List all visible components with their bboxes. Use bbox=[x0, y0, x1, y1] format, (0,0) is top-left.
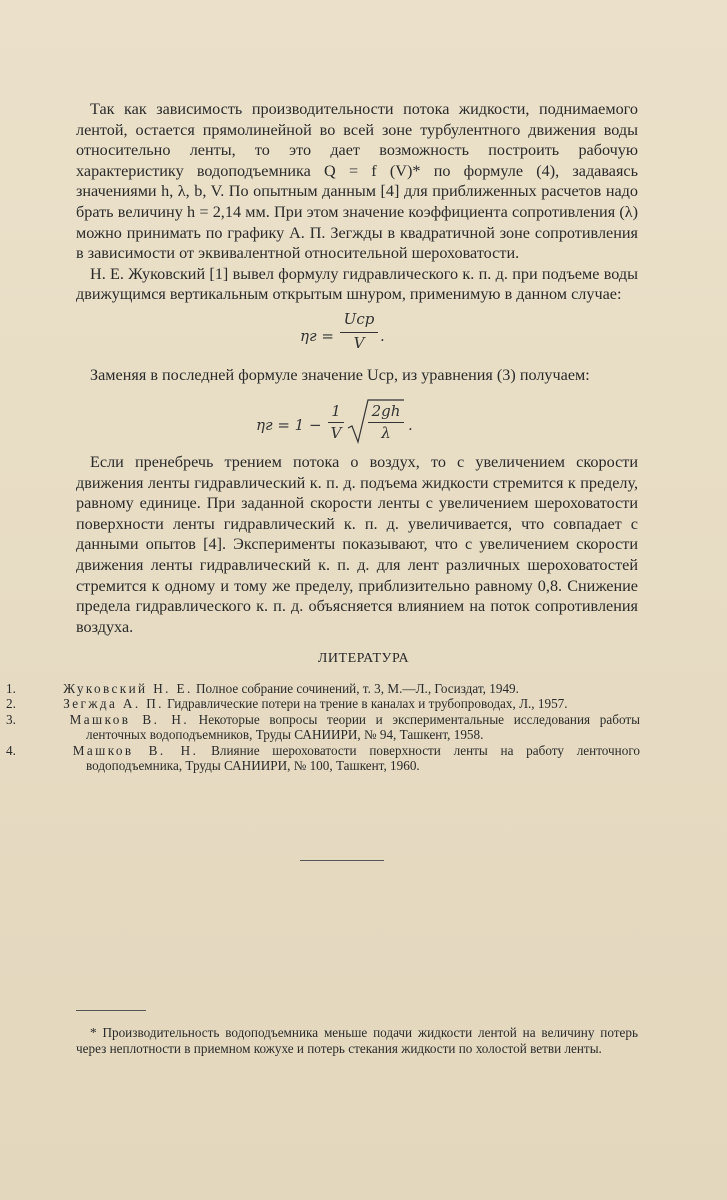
formula-2-bar2 bbox=[368, 422, 404, 423]
formula-1-tail: . bbox=[380, 327, 385, 345]
references-title: ЛИТЕРАТУРА bbox=[317, 651, 410, 666]
formula-2-lhs: ηг = 1 − bbox=[256, 416, 322, 434]
formula-1-fraction-bar bbox=[340, 332, 378, 333]
reference-item: 4. Машков В. Н. Влияние шероховатости поверхности ленты на работу ленточного водоподъемника, Труды САНИИРИ, № 100, Ташкент, 1960. bbox=[6, 742, 640, 774]
formula-2 bbox=[256, 398, 456, 446]
formula-1-denominator: V bbox=[353, 334, 365, 352]
formula-2-den1: V bbox=[330, 424, 342, 442]
references-list bbox=[6, 681, 640, 774]
formula-2-num2: 2gh bbox=[371, 402, 401, 420]
paragraph-2: Н. Е. Жуковский [1] вывел формулу гидравлического к. п. д. при подъеме воды движущимся вертикальным открытым шнуром, применимую в данном случае: bbox=[76, 264, 638, 304]
reference-item: 2. Зегжда А. П. Гидравлические потери на трение в каналах и трубопроводах, Л., 1957. bbox=[6, 696, 568, 712]
paragraph-4: Если пренебречь трением потока о воздух, то с увеличением скорости движения ленты гидравлический к. п. д. подъема жидкости стремится к пределу, равному единице. При заданной скорости ленты с увеличением шероховатости поверхности ленты гидравлический к. п. д. увеличивается, что совпадает с данными опытов [4]. Эксперименты показывают, что с увеличением скорости движения ленты гидравлический к. п. д. для лент различных шероховатостей стремится к одному и тому же пределу, приблизительно равному 0,8. Снижение предела гидравлического к. п. д. объясняется влиянием на поток сопротивления воздуха. bbox=[76, 453, 638, 636]
main-text bbox=[76, 99, 638, 305]
reference-item: 1. Жуковский Н. Е. Полное собрание сочинений, т. 3, М.—Л., Госиздат, 1949. bbox=[6, 681, 519, 696]
formula-2-den2: λ bbox=[381, 424, 391, 442]
formula-2-tail: . bbox=[408, 416, 413, 434]
paragraph-1: Так как зависимость производительности потока жидкости, поднимаемого лентой, остается прямолинейной во всей зоне турбулентного движения воды относительно ленты, то это дает возможность построить рабочую характеристику водоподъемника Q = f (V)* по формуле (4), задаваясь значениями h, λ, b, V. По опытным данным [4] для приближенных расчетов надо брать величину h = 2,14 мм. При этом значение коэффициента сопротивления (λ) можно принимать по графику А. П. Зегжды в квадратичной зоне сопротивления в зависимости от эквивалентной относительной шероховатости. bbox=[76, 100, 638, 263]
formula-1-lhs: ηг = bbox=[300, 327, 334, 345]
paragraph-3-block bbox=[76, 365, 638, 386]
reference-item: 3. Машков В. Н. Некоторые вопросы теории и экспериментальные исследования работы ленточных водоподъемников, Труды САНИИРИ, № 94, Ташкент, 1958. bbox=[6, 711, 640, 743]
footnote: * Производительность водоподъемника меньше подачи жидкости лентой на величину потерь через неплотности в приемном кожухе и потерь стекания жидкости по холостой ветви ленты. bbox=[76, 1025, 638, 1057]
paragraph-4-block bbox=[76, 452, 638, 637]
formula-2-bar1 bbox=[328, 422, 344, 423]
paragraph-3: Заменяя в последней формуле значение Uср, из уравнения (3) получаем: bbox=[90, 366, 590, 384]
formula-1 bbox=[300, 310, 440, 354]
formula-1-numerator: Uср bbox=[343, 310, 375, 328]
section-divider bbox=[300, 860, 384, 861]
formula-2-num1: 1 bbox=[331, 402, 341, 420]
footnote-divider bbox=[76, 1010, 146, 1011]
